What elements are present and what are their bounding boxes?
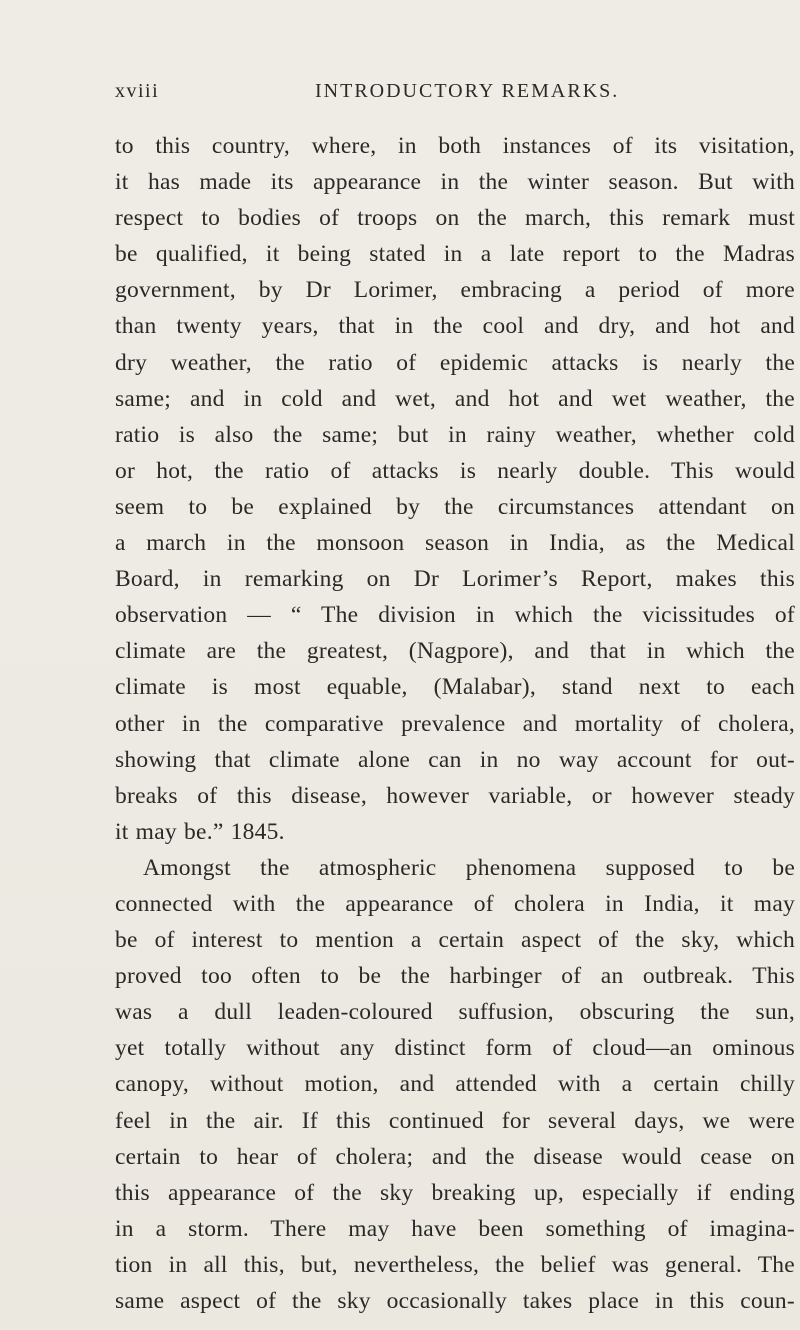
text-line: connected with the appearance of cholera in India, it may [115,890,795,917]
text-line: feel in the air. If this continued for several days, we were [115,1107,795,1134]
text-line: seem to be explained by the circumstances attendant on [115,493,795,520]
text-line: respect to bodies of troops on the march, this remark must [115,205,795,232]
text-line: other in the comparative prevalence and mortality of cholera, [115,710,795,737]
text-line: same aspect of the sky occasionally takes place in this coun- [115,1288,795,1314]
text-line: a march in the monsoon season in India, as the Medical [115,530,795,557]
paragraph-start-line: Amongst the atmospheric phenomena supposed to be [143,854,795,881]
text-line: same; and in cold and wet, and hot and wet weather, the [115,385,795,412]
text-line: observation — “ The division in which the vicissitudes of [115,602,795,629]
text-line: or hot, the ratio of attacks is nearly double. This would [115,457,795,484]
text-line: in a storm. There may have been something of imagina- [115,1215,795,1242]
text-line: than twenty years, that in the cool and dry, and hot and [115,313,795,340]
text-line: dry weather, the ratio of epidemic attacks is nearly the [115,349,795,376]
page-number: xviii [115,80,160,102]
text-line: to this country, where, in both instances of its visitation, [115,133,795,159]
text-line: Board, in remarking on Dr Lorimer’s Report, makes this [115,566,795,593]
text-line: breaks of this disease, however variable, or however steady [115,782,795,809]
text-line: climate is most equable, (Malabar), stand next to each [115,674,795,701]
text-line: this appearance of the sky breaking up, especially if ending [115,1179,795,1206]
text-line: it may be.” 1845. [115,818,285,845]
text-line: showing that climate alone can in no way account for out- [115,746,795,773]
body-text [115,128,795,1319]
text-line: it has made its appearance in the winter season. But with [115,169,795,196]
text-line: proved too often to be the harbinger of an outbreak. This [115,963,795,990]
text-line: be qualified, it being stated in a late report to the Madras [115,241,795,268]
text-line: ratio is also the same; but in rainy weather, whether cold [115,421,795,448]
text-line: climate are the greatest, (Nagpore), and that in which the [115,638,795,665]
text-line: be of interest to mention a certain aspect of the sky, which [115,927,795,954]
text-line: canopy, without motion, and attended with a certain chilly [115,1071,795,1098]
text-line: certain to hear of cholera; and the disease would cease on [115,1143,795,1170]
text-line: government, by Dr Lorimer, embracing a period of more [115,277,795,304]
running-title: INTRODUCTORY REMARKS. [315,80,620,102]
text-line: tion in all this, but, nevertheless, the belief was general. The [115,1251,795,1278]
running-header [115,80,710,110]
text-line: yet totally without any distinct form of cloud—an ominous [115,1035,795,1062]
text-line: was a dull leaden-coloured suffusion, obscuring the sun, [115,999,795,1026]
